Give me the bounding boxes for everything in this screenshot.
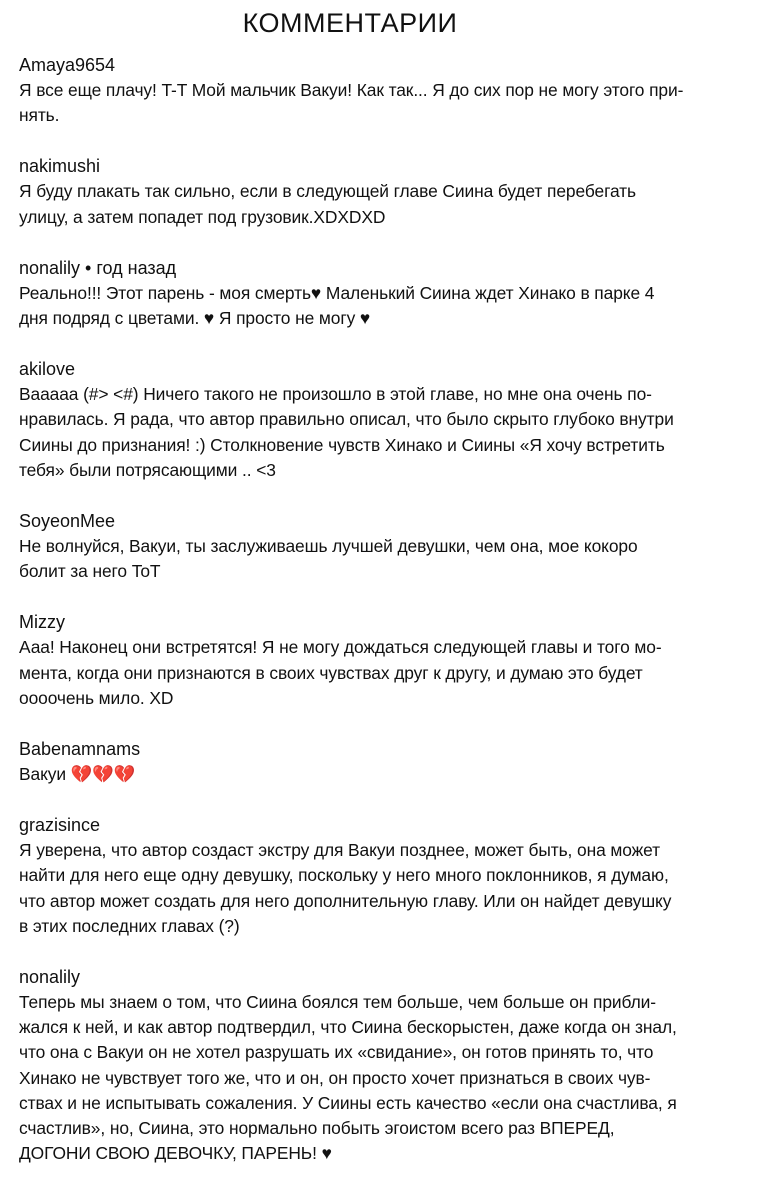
comment-line: Я буду плакать так сильно, если в следующей главе Сиина будет перебегать bbox=[19, 181, 636, 202]
comment bbox=[19, 356, 764, 483]
comment-author: nakimushi bbox=[19, 156, 101, 177]
comment-line: что автор может создать для него дополнительную главу. Или он найдет девушку bbox=[19, 890, 672, 911]
comment-author: nonalily bbox=[19, 967, 81, 988]
comment-line: что она с Вакуи он не хотел разрушать их «свидание», он готов принять то, что bbox=[19, 1042, 654, 1063]
comment-line: нять. bbox=[19, 105, 60, 126]
comment-line: оооочень мило. XD bbox=[19, 687, 174, 708]
comment-text bbox=[19, 382, 764, 483]
comment-line: Теперь мы знаем о том, что Сиина боялся тем больше, чем больше он прибли- bbox=[19, 992, 656, 1013]
comment-line: Вакуи 💔💔💔 bbox=[19, 764, 136, 785]
comment-line: найти для него еще одну девушку, поскольку у него много поклонников, я думаю, bbox=[19, 865, 669, 886]
comment-text bbox=[19, 78, 764, 128]
comment bbox=[19, 812, 764, 939]
comment-author: Mizzy bbox=[19, 612, 65, 633]
comment-line: Ааа! Наконец они встретятся! Я не могу дождаться следующей главы и того мо- bbox=[19, 637, 662, 658]
comment-text bbox=[19, 281, 764, 331]
comment-text bbox=[19, 990, 764, 1166]
comment-line: Я все еще плачу! T-T Мой мальчик Вакуи! Как так... Я до сих пор не могу этого при- bbox=[19, 80, 684, 100]
comment-line: жался к ней, и как автор подтвердил, что Сиина бескорыстен, даже когда он знал, bbox=[19, 1017, 677, 1038]
comment-line: Я уверена, что автор создаст экстру для Вакуи позднее, может быть, она может bbox=[19, 840, 661, 861]
comment-line: нравилась. Я рада, что автор правильно описал, что было скрыто глубоко внутри bbox=[19, 409, 674, 430]
comment-author: grazisince bbox=[19, 815, 101, 836]
comment bbox=[19, 153, 764, 229]
comment-line: в этих последних главах (?) bbox=[19, 915, 240, 936]
comment-line: улицу, а затем попадет под грузовик.XDXDXD bbox=[19, 206, 386, 227]
comment-author: SoyeonMee bbox=[19, 511, 116, 532]
comment-line: Хинако не чувствует того же, что и он, он просто хочет признаться в своих чув- bbox=[19, 1067, 651, 1088]
comment bbox=[19, 255, 764, 331]
comment-text bbox=[19, 179, 764, 229]
comments-list bbox=[19, 52, 764, 1191]
comment bbox=[19, 508, 764, 584]
comment-line: Не волнуйся, Вакуи, ты заслуживаешь лучшей девушки, чем она, мое кокоро bbox=[19, 536, 638, 557]
comment bbox=[19, 964, 764, 1166]
comment bbox=[19, 52, 764, 128]
comment-line: болит за него ToT bbox=[19, 561, 161, 582]
comment-text bbox=[19, 534, 764, 584]
comment-line: тебя» были потрясающими .. <3 bbox=[19, 459, 276, 480]
page-title: КОММЕНТАРИИ bbox=[242, 8, 458, 38]
comment-author: akilove bbox=[19, 359, 76, 380]
comment-line: ДОГОНИ СВОЮ ДЕВОЧКУ, ПАРЕНЬ! ♥ bbox=[19, 1143, 332, 1164]
comment-text bbox=[19, 838, 764, 939]
comment-author: Amaya9654 bbox=[19, 55, 116, 75]
comment bbox=[19, 609, 764, 711]
comment bbox=[19, 736, 764, 787]
comment-line: мента, когда они признаются в своих чувствах друг к другу, и думаю это будет bbox=[19, 662, 643, 683]
comment-line: ствах и не испытывать сожаления. У Сиины есть качество «если она счастлива, я bbox=[19, 1092, 677, 1113]
comment-author: nonalily • год назад bbox=[19, 257, 177, 278]
comment-line: Сиины до признания! :) Столкновение чувств Хинако и Сиины «Я хочу встретить bbox=[19, 434, 665, 455]
comment-line: дня подряд с цветами. ♥ Я просто не могу ♥ bbox=[19, 308, 371, 329]
comment-text bbox=[19, 635, 764, 711]
comment-author: Babenamnams bbox=[19, 739, 141, 760]
comment-line: Реально!!! Этот парень - моя смерть♥ Маленький Сиина ждет Хинако в парке 4 bbox=[19, 282, 655, 303]
comment-line: Baaaaa (#> <#) Ничего такого не произошло в этой главе, но мне она очень по- bbox=[19, 384, 652, 405]
comment-line: счастлив», но, Сиина, это нормально побыть эгоистом всего раз ВПЕРЕД, bbox=[19, 1118, 615, 1139]
comment-text bbox=[19, 762, 764, 787]
